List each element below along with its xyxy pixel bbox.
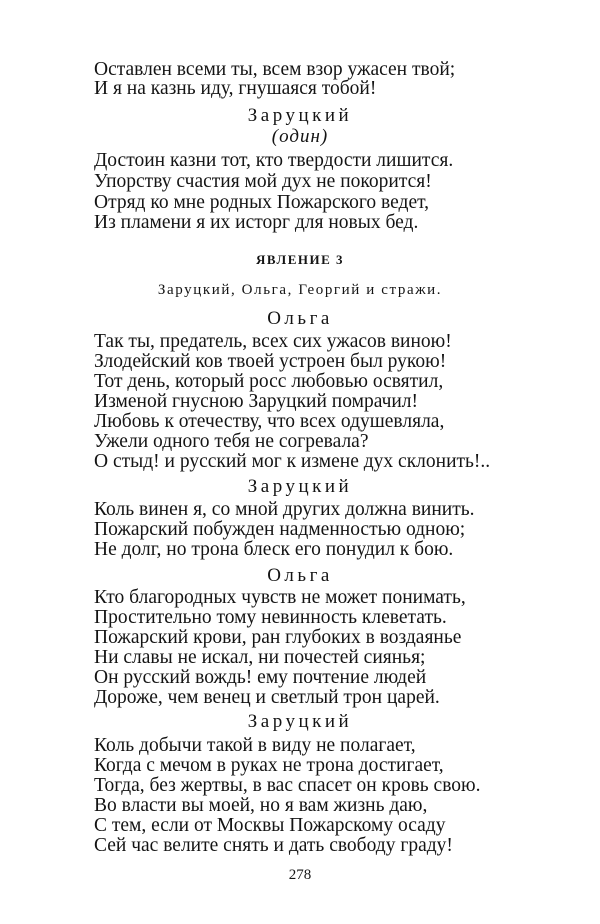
verse-line: Достоин казни тот, кто твердости лишится. <box>94 150 454 171</box>
scene-title: ЯВЛЕНИЕ 3 <box>255 252 345 267</box>
verse-line: О стыд! и русский мог к измене дух склонить!.. <box>94 451 491 472</box>
verse-line: Любовь к отечеству, что всех одушевляла, <box>94 411 445 432</box>
verse-line: Пожарский крови, ран глубоких в воздаянье <box>94 627 462 648</box>
page-number: 278 <box>288 867 312 883</box>
verse-line: Ни славы не искал, ни почестей сиянья; <box>94 647 426 668</box>
speaker-name: Заруцкий <box>247 711 353 732</box>
speaker-name: Ольга <box>267 565 333 586</box>
verse-line: Дороже, чем венец и светлый трон царей. <box>94 687 440 708</box>
verse-line: Когда с мечом в руках не трона достигает, <box>94 755 444 776</box>
speaker-name: Заруцкий <box>247 476 353 497</box>
verse-line: Во власти вы моей, но я вам жизнь даю, <box>94 795 428 816</box>
verse-line: Тогда, без жертвы, в вас спасет он кровь свою. <box>94 775 481 796</box>
verse-line: Оставлен всеми ты, всем взор ужасен твой; <box>94 59 456 80</box>
verse-line: Не долг, но трона блеск его понудил к бою. <box>94 539 454 560</box>
verse-line: Ужели одного тебя не согревала? <box>94 431 369 452</box>
verse-line: Он русский вождь! ему почтение людей <box>94 667 427 688</box>
verse-line: Упорству счастия мой дух не покорится! <box>94 171 432 192</box>
stage-direction: (один) <box>271 126 329 147</box>
verse-line: Изменой гнусною Заруцкий помрачил! <box>94 391 419 412</box>
verse-line: Пожарский побужден надменностью одною; <box>94 519 466 540</box>
verse-line: Так ты, предатель, всех сих ужасов виною! <box>94 331 452 352</box>
speaker-name: Ольга <box>267 308 333 329</box>
scene-cast: Заруцкий, Ольга, Георгий и стражи. <box>157 282 443 298</box>
verse-line: Тот день, который росс любовью освятил, <box>94 371 444 392</box>
verse-line: Простительно тому невинность клеветать. <box>94 607 447 628</box>
verse-line: Злодейский ков твоей устроен был рукою! <box>94 351 447 372</box>
verse-line: И я на казнь иду, гнушаяся тобой! <box>94 78 377 99</box>
verse-line: С тем, если от Москвы Пожарскому осаду <box>94 815 446 836</box>
verse-line: Коль винен я, со мной других должна винить. <box>94 499 475 520</box>
verse-line: Отряд ко мне родных Пожарского ведет, <box>94 192 430 213</box>
verse-line: Из пламени я их исторг для новых бед. <box>94 212 419 233</box>
verse-line: Сей час велите снять и дать свободу граду! <box>94 835 453 856</box>
verse-line: Кто благородных чувств не может понимать, <box>94 587 466 608</box>
verse-line: Коль добычи такой в виду не полагает, <box>94 735 416 756</box>
speaker-name: Заруцкий <box>247 105 353 126</box>
